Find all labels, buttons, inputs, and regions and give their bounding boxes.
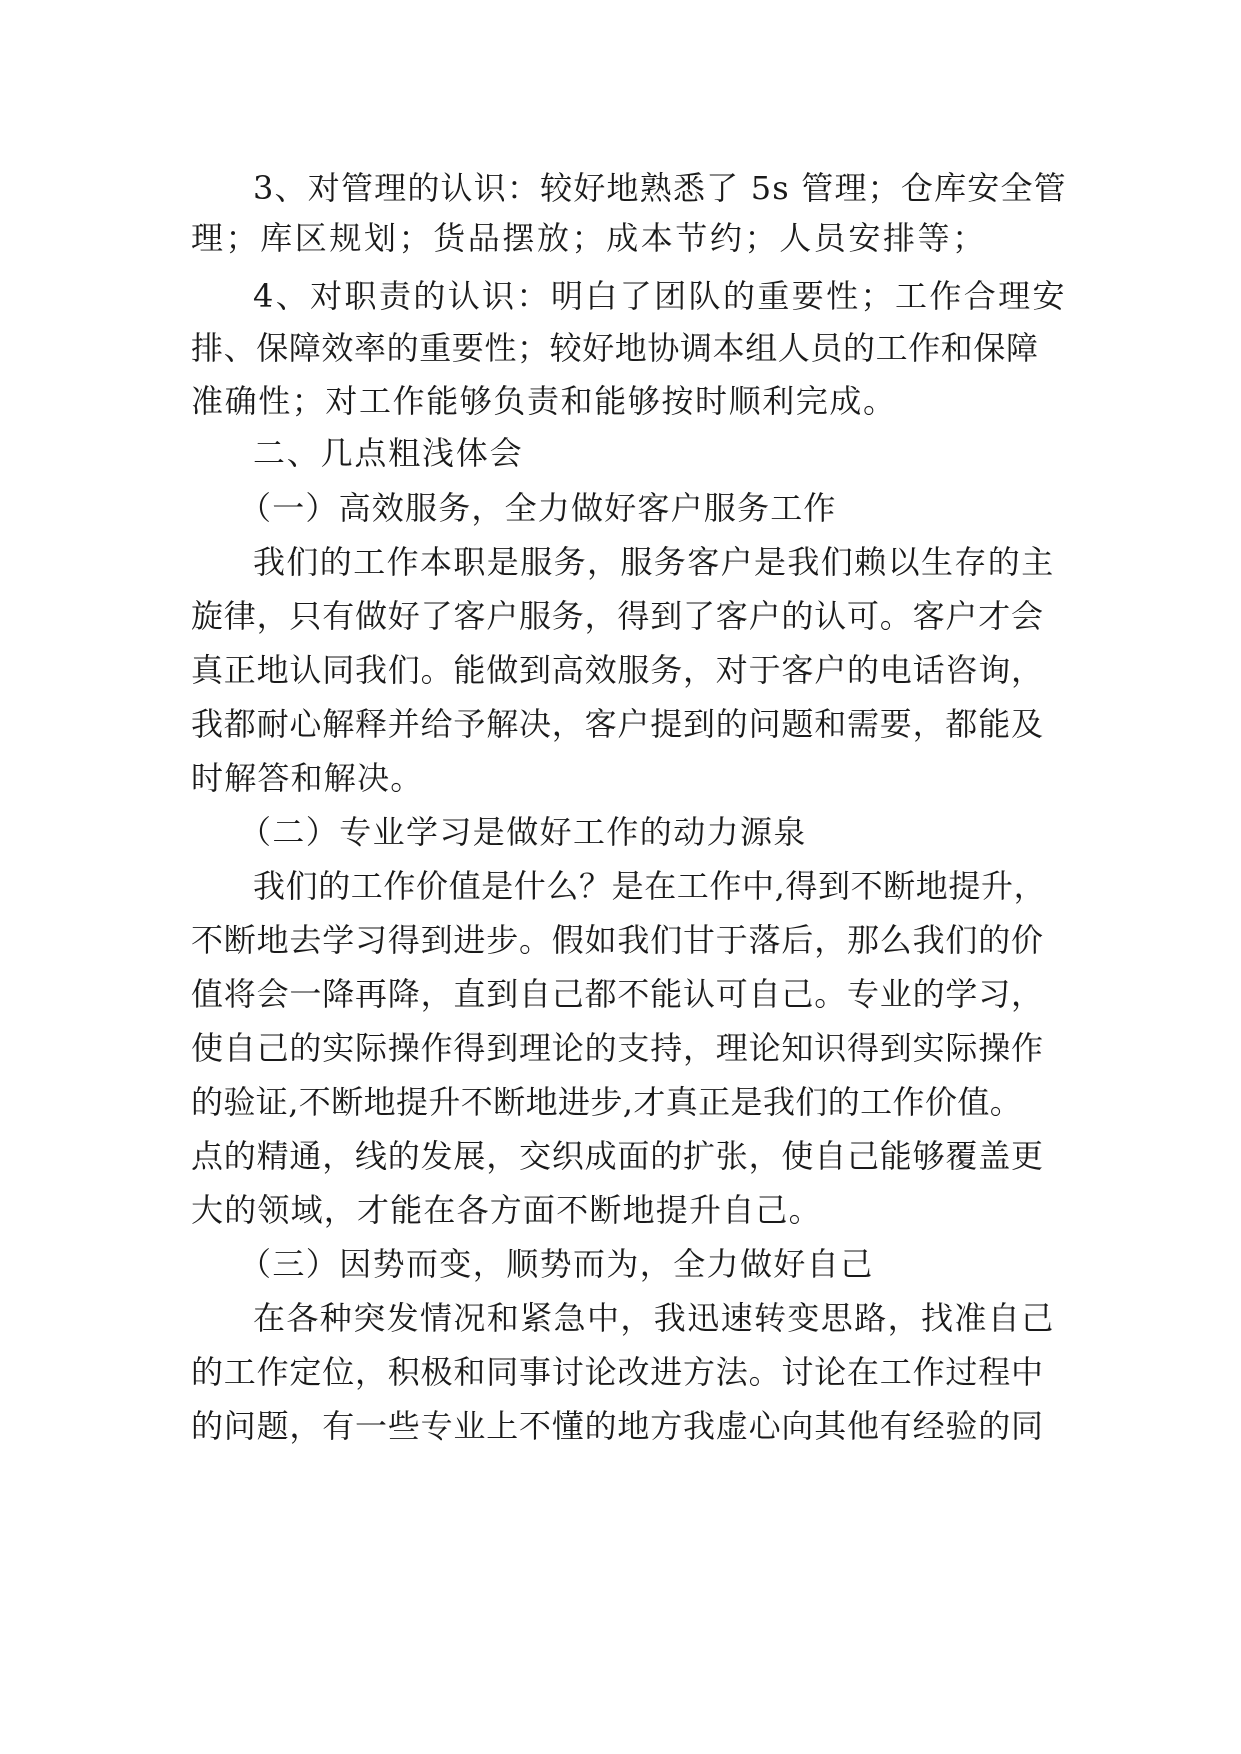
text-line: 旋律，只有做好了客户服务，得到了客户的认可。客户才会 xyxy=(191,597,1044,635)
text-line: 的工作定位，积极和同事讨论改进方法。讨论在工作过程中 xyxy=(191,1353,1044,1391)
section-heading: 二、几点粗浅体会 xyxy=(253,434,524,472)
text-line: 理；库区规划；货品摆放；成本节约；人员安排等； xyxy=(191,219,987,257)
text-line: 值将会一降再降，直到自己都不能认可自己。专业的学习， xyxy=(191,975,1044,1013)
subsection-heading: （一）高效服务，全力做好客户服务工作 xyxy=(239,489,837,527)
text-line: 点的精通，线的发展，交织成面的扩张，使自己能够覆盖更 xyxy=(191,1137,1044,1175)
text-line: 我们的工作价值是什么？是在工作中,得到不断地提升， xyxy=(253,867,1047,905)
subsection-heading: （三）因势而变，顺势而为，全力做好自己 xyxy=(239,1245,874,1283)
text-line: 我都耐心解释并给予解决，客户提到的问题和需要，都能及 xyxy=(191,705,1044,743)
text-line: 排、保障效率的重要性；较好地协调本组人员的工作和保障 xyxy=(191,329,1039,367)
text-line: 使自己的实际操作得到理论的支持，理论知识得到实际操作 xyxy=(191,1029,1044,1067)
text-line: 真正地认同我们。能做到高效服务，对于客户的电话咨询， xyxy=(191,651,1044,689)
text-line: 准确性；对工作能够负责和能够按时顺利完成。 xyxy=(191,382,897,420)
text-line: 3、对管理的认识：较好地熟悉了 5s 管理；仓库安全管 xyxy=(253,169,1067,207)
text-line: 的验证,不断地提升不断地进步,才真正是我们的工作价值。 xyxy=(191,1083,1023,1121)
text-line: 时解答和解决。 xyxy=(191,759,424,797)
text-line: 在各种突发情况和紧急中，我迅速转变思路，找准自己 xyxy=(253,1299,1055,1337)
text-line: 的问题，有一些专业上不懂的地方我虚心向其他有经验的同 xyxy=(191,1407,1044,1445)
text-line: 不断地去学习得到进步。假如我们甘于落后，那么我们的价 xyxy=(191,921,1044,959)
text-line: 我们的工作本职是服务，服务客户是我们赖以生存的主 xyxy=(253,543,1055,581)
text-line: 大的领域，才能在各方面不断地提升自己。 xyxy=(191,1191,822,1229)
text-line: 4、对职责的认识：明白了团队的重要性；工作合理安 xyxy=(253,277,1067,315)
subsection-heading: （二）专业学习是做好工作的动力源泉 xyxy=(239,813,807,851)
